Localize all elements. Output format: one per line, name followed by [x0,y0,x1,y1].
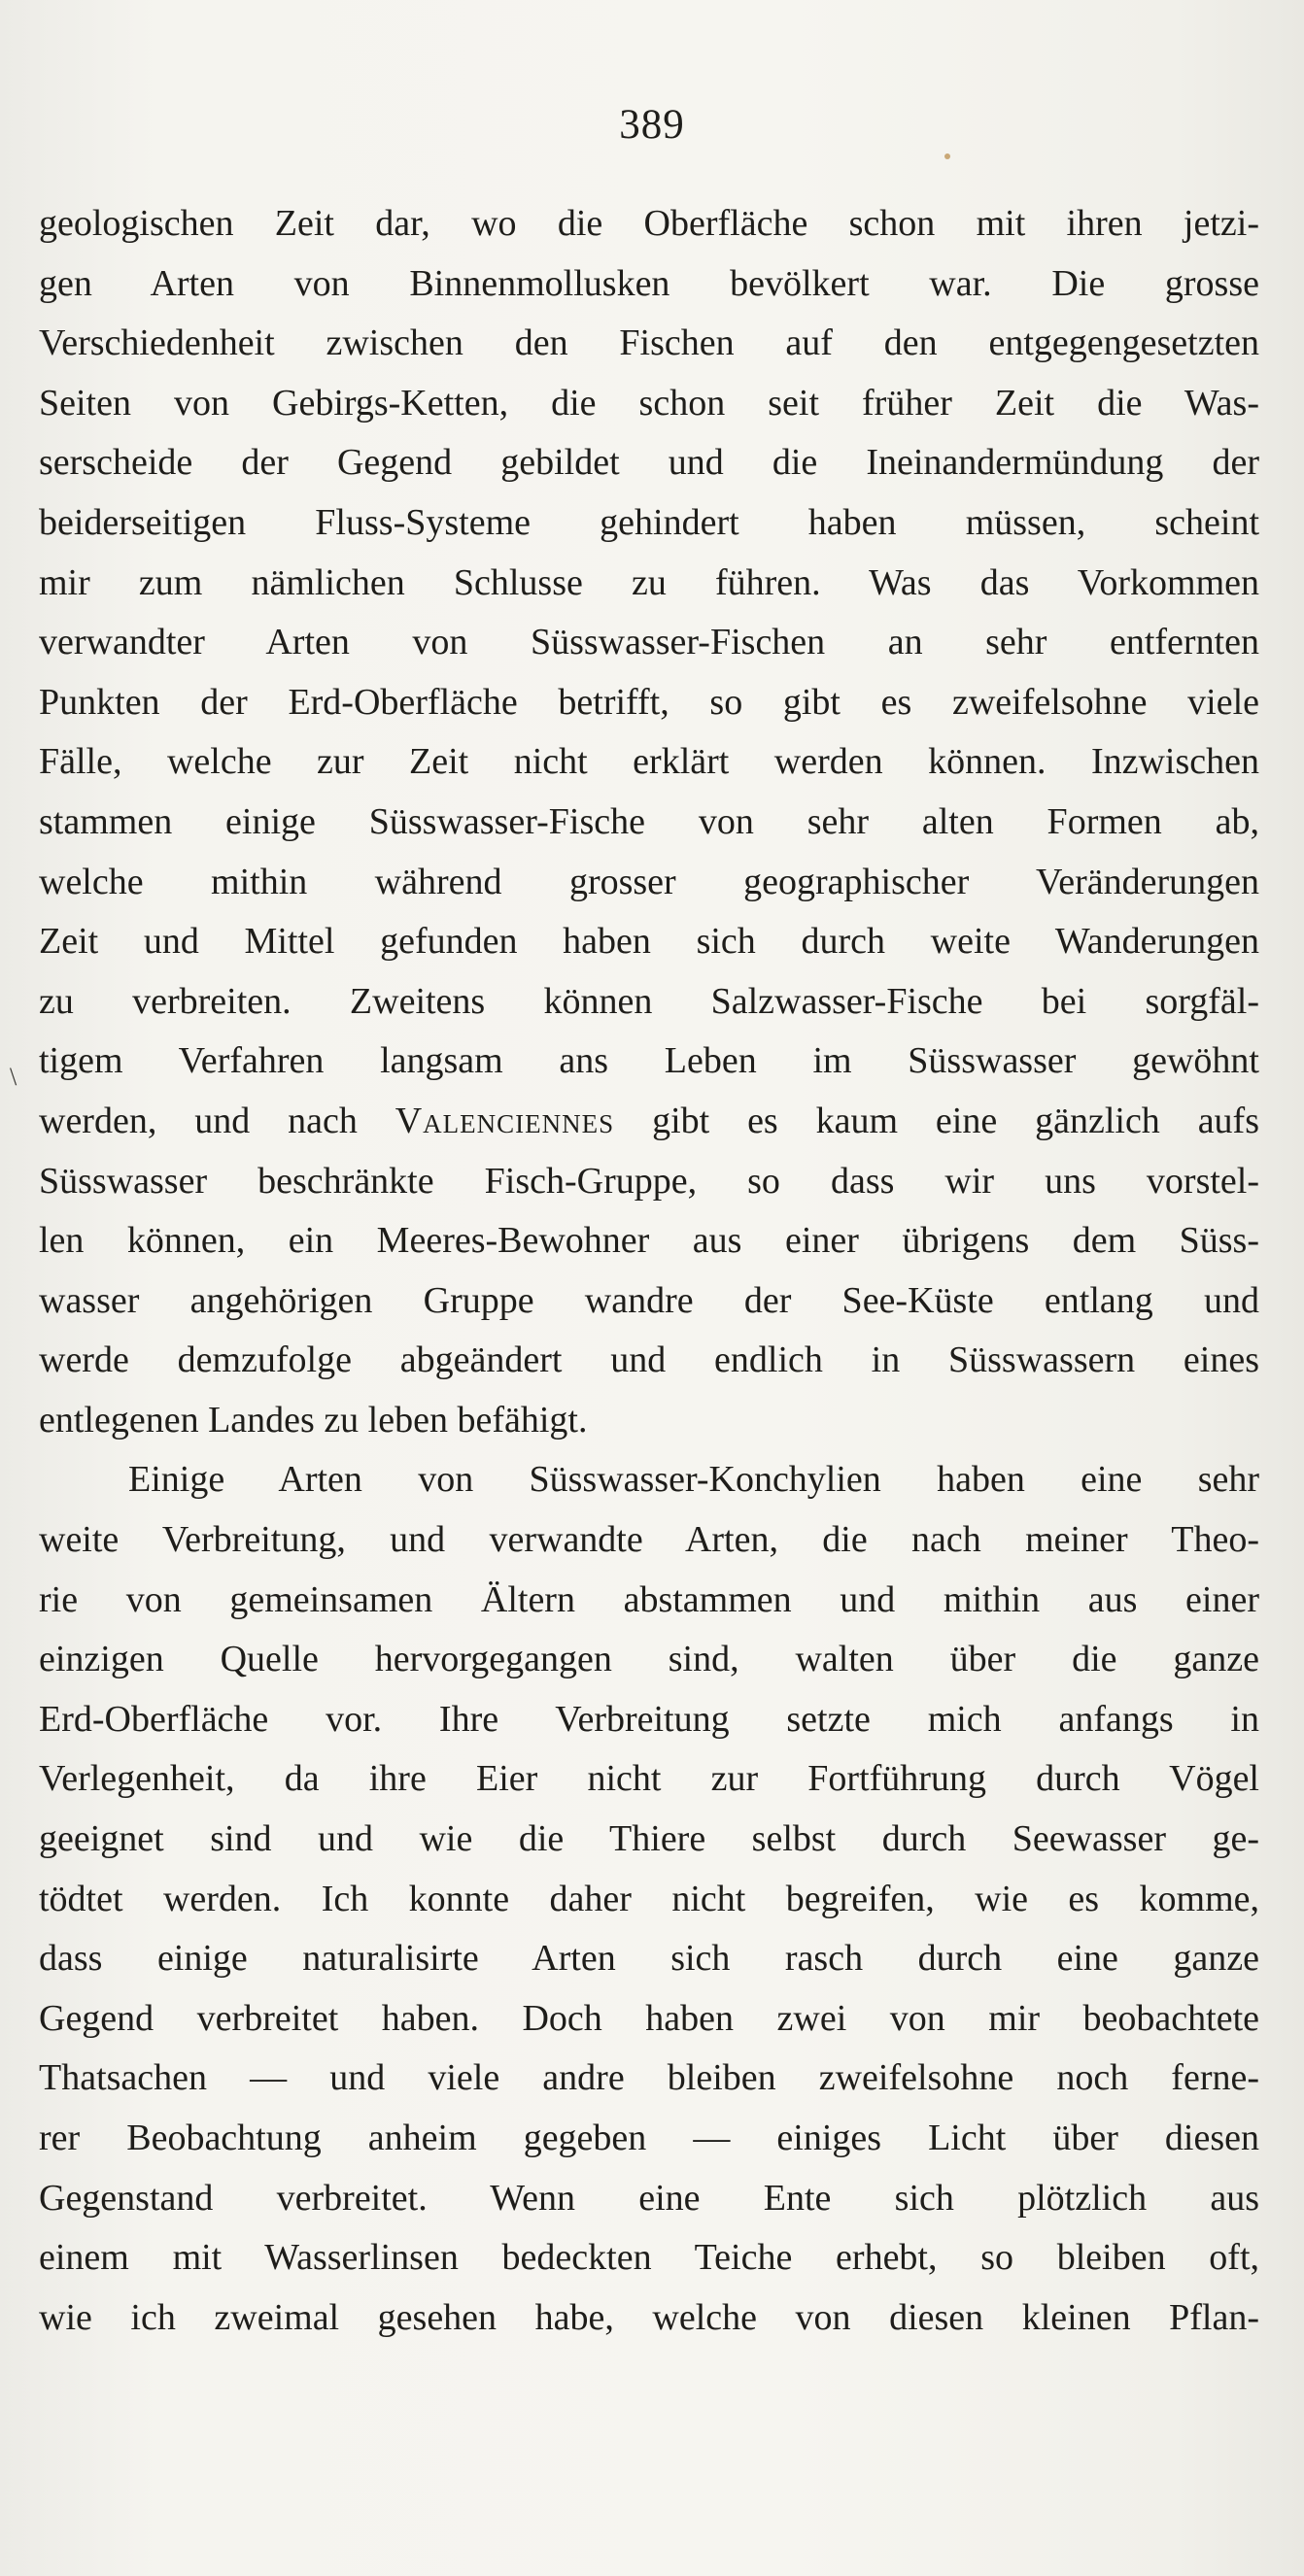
text-line: stammen einige Süsswasser-Fische von sehr alten Formen ab, [39,800,1259,842]
margin-mark: \ [10,1063,17,1091]
text-line: werde demzufolge abgeändert und endlich in Süsswassern eines [39,1339,1259,1381]
text-line: serscheide der Gegend gebildet und die Ineinandermündung der [39,442,1259,484]
text-line: Verlegenheit, da ihre Eier nicht zur Fortführung durch Vögel [39,1758,1259,1800]
paragraph-start-line: Einige Arten von Süsswasser-Konchylien haben eine sehr [128,1459,1259,1501]
text-line: Fälle, welche zur Zeit nicht erklärt werden können. Inzwischen [39,741,1259,783]
author-name-valenciennes: Valenciennes [395,1100,615,1141]
text-line: geeignet sind und wie die Thiere selbst durch Seewasser ge- [39,1818,1259,1860]
text-line: Seiten von Gebirgs-Ketten, die schon seit früher Zeit die Was- [39,382,1259,424]
paper-speck [944,153,950,159]
text-line: tigem Verfahren langsam ans Leben im Süsswasser gewöhnt [39,1040,1259,1082]
text-line: wasser angehörigen Gruppe wandre der See-Küste entlang und [39,1279,1259,1321]
text-line: gen Arten von Binnenmollusken bevölkert war. Die grosse [39,262,1259,304]
text-line: wie ich zweimal gesehen habe, welche von diesen kleinen Pflan- [39,2296,1259,2338]
text-line: Gegend verbreitet haben. Doch haben zwei von mir beobachtete [39,1997,1259,2039]
text-line: rer Beobachtung anheim gegeben — einiges Licht über diesen [39,2118,1259,2158]
text-line-with-author [39,1092,1259,1152]
text-line: dass einige naturalisirte Arten sich rasch durch eine ganze [39,1938,1259,1980]
text-line: tödtet werden. Ich konnte daher nicht begreifen, wie es komme, [39,1878,1259,1919]
text-line: welche mithin während grosser geographischer Veränderungen [39,861,1259,902]
text-line: Zeit und Mittel gefunden haben sich durch weite Wanderungen [39,921,1259,963]
text-line: einem mit Wasserlinsen bedeckten Teiche erhebt, so bleiben oft, [39,2237,1259,2279]
text-line: Verschiedenheit zwischen den Fischen auf den entgegengesetzten [39,322,1259,364]
text-line: Erd-Oberfläche vor. Ihre Verbreitung setzte mich anfangs in [39,1698,1259,1740]
text-line: Punkten der Erd-Oberfläche betrifft, so gibt es zweifelsohne viele [39,681,1259,723]
text-line: entlegenen Landes zu leben befähigt. [39,1399,588,1441]
text-line: rie von gemeinsamen Ältern abstammen und mithin aus einer [39,1578,1259,1620]
text-line: verwandter Arten von Süsswasser-Fischen an sehr entfernten [39,622,1259,663]
line-text-before: werden, und nach [39,1100,358,1141]
line-text-after: gibt es kaum eine gänzlich aufs [652,1100,1260,1141]
text-line: einzigen Quelle hervorgegangen sind, walten über die ganze [39,1639,1259,1680]
page-number: 389 [619,102,685,148]
text-line: Süsswasser beschränkte Fisch-Gruppe, so dass wir uns vorstel- [39,1160,1259,1202]
text-line: mir zum nämlichen Schlusse zu führen. Was das Vorkommen [39,561,1259,603]
text-line: zu verbreiten. Zweitens können Salzwasser-Fische bei sorgfäl- [39,980,1259,1022]
text-line: geologischen Zeit dar, wo die Oberfläche schon mit ihren jetzi- [39,203,1259,244]
body-text [39,194,1259,2348]
text-line: len können, ein Meeres-Bewohner aus einer übrigens dem Süss- [39,1220,1259,1262]
text-line: weite Verbreitung, und verwandte Arten, die nach meiner Theo- [39,1519,1259,1561]
text-line: Gegenstand verbreitet. Wenn eine Ente sich plötzlich aus [39,2177,1259,2219]
text-line: beiderseitigen Fluss-Systeme gehindert haben müssen, scheint [39,501,1259,543]
text-line: Thatsachen — und viele andre bleiben zweifelsohne noch ferne- [39,2057,1259,2099]
